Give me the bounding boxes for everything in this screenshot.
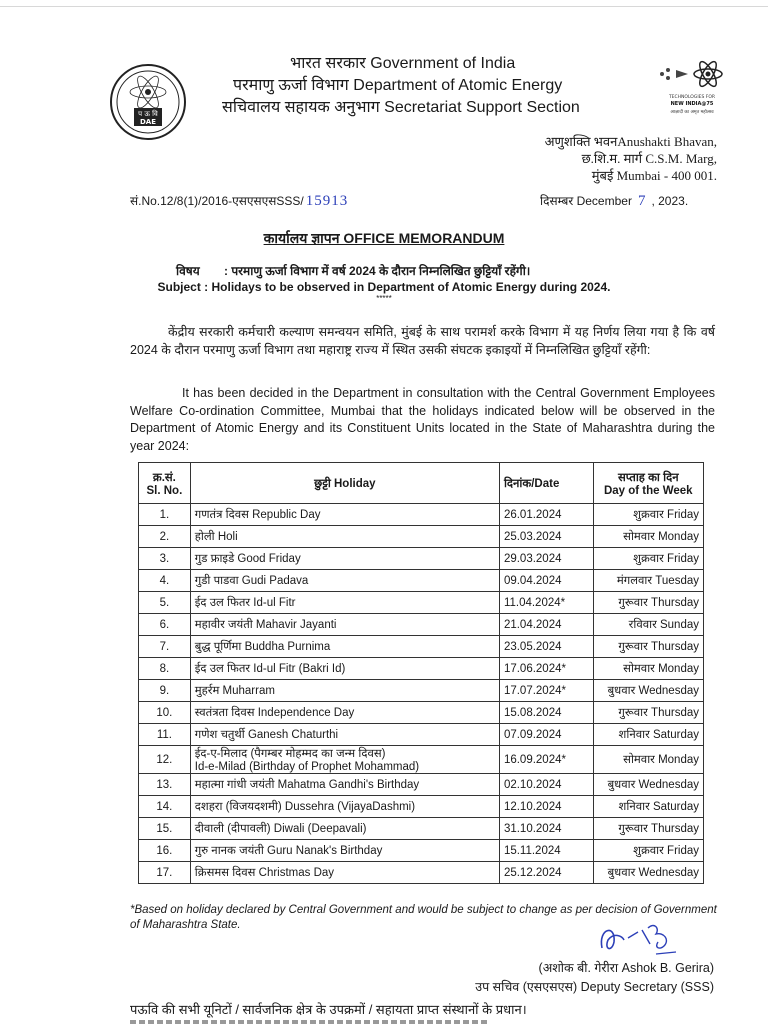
cell-day: शुक्रवार Friday [593, 840, 703, 862]
subject-separator: ***** [376, 294, 392, 303]
address-block [517, 133, 717, 184]
cell-day: रविवार Sunday [593, 614, 703, 636]
tagline-line3: आज़ादी का अमृत महोत्सव [670, 110, 714, 115]
cell-day: बुधवार Wednesday [593, 680, 703, 702]
cell-sl-no: 16. [139, 840, 191, 862]
cell-holiday: ईद उल फितर Id-ul Fitr [190, 592, 499, 614]
cell-sl-no: 15. [139, 818, 191, 840]
cell-sl-no: 7. [139, 636, 191, 658]
cell-sl-no: 13. [139, 774, 191, 796]
cell-holiday: महात्मा गांधी जयंती Mahatma Gandhi's Birthday [190, 774, 499, 796]
cell-holiday: होली Holi [190, 526, 499, 548]
table-row [139, 724, 704, 746]
table-row [139, 774, 704, 796]
cell-day: गुरूवार Thursday [593, 592, 703, 614]
cell-sl-no: 10. [139, 702, 191, 724]
cell-day: मंगलवार Tuesday [593, 570, 703, 592]
header-day-english: Day of the Week [603, 484, 693, 497]
cell-sl-no: 17. [139, 862, 191, 884]
cell-holiday: गणतंत्र दिवस Republic Day [190, 504, 499, 526]
header-line-department: परमाणु ऊर्जा विभाग Department of Atomic Energy [233, 77, 563, 94]
cell-day: शुक्रवार Friday [593, 504, 703, 526]
cell-sl-no: 9. [139, 680, 191, 702]
header-day-hindi: सप्ताह का दिन [617, 471, 679, 484]
header-sl-no-hindi: क्र.सं. [152, 471, 176, 484]
table-row [139, 680, 704, 702]
header-holiday: छुट्टी Holiday [190, 463, 499, 504]
table-row [139, 548, 704, 570]
paragraph-english: It has been decided in the Department in consultation with the Central Government Employees Welfare Co-ordination Committee, Mumbai that the holidays indicated below will be observed in the Department of Atomic Energy and its Constituent Units located in the State of Maharashtra during the year 2024: [130, 386, 715, 453]
cell-day: सोमवार Monday [593, 658, 703, 680]
subject-hindi-label: विषय [176, 264, 200, 278]
date-day: 7 [637, 193, 646, 209]
date-month: दिसम्बर December [540, 194, 632, 208]
reference-handwritten-number: 15913 [305, 193, 349, 209]
cell-sl-no: 3. [139, 548, 191, 570]
new-india-75-logo-icon [650, 58, 730, 122]
cell-day: गुरूवार Thursday [593, 702, 703, 724]
cell-holiday: दीवाली (दीपावली) Diwali (Deepavali) [190, 818, 499, 840]
cell-date: 17.06.2024* [499, 658, 593, 680]
reference-prefix: सं.No.12/8(1)/2016-एसएसएसSSS/ [130, 194, 304, 208]
tagline-line2: NEW INDIA@75 [670, 101, 714, 107]
cell-sl-no: 12. [139, 746, 191, 774]
tagline-line1: TECHNOLOGIES FOR [668, 95, 716, 100]
table-row [139, 636, 704, 658]
cutoff-text-line [130, 1020, 490, 1024]
cell-holiday: महावीर जयंती Mahavir Jayanti [190, 614, 499, 636]
cell-date: 25.03.2024 [499, 526, 593, 548]
table-row [139, 658, 704, 680]
subject-hindi-text: : परमाणु ऊर्जा विभाग में वर्ष 2024 के दौरान निम्नलिखित छुट्टियाँ रहेंगी। [224, 264, 531, 278]
address-line1: अणुशक्ति भवनAnushakti Bhavan, [544, 134, 717, 149]
cell-date: 23.05.2024 [499, 636, 593, 658]
date-year: , 2023. [651, 194, 689, 208]
table-row [139, 796, 704, 818]
cell-holiday: ईद उल फितर Id-ul Fitr (Bakri Id) [190, 658, 499, 680]
cell-holiday: बुद्ध पूर्णिमा Buddha Purnima [190, 636, 499, 658]
table-row [139, 526, 704, 548]
paragraph-hindi: केंद्रीय सरकारी कर्मचारी कल्याण समन्वयन समिति, मुंबई के साथ परामर्श करके विभाग में यह निर्णय लिया गया है कि वर्ष 2024 के दौरान परमाणु ऊर्जा विभाग तथा महाराष्ट्र राज्य में स्थित उसकी संघटक इकाइयों में निम्नलिखित छुट्टियाँ रहेंगी: [130, 325, 715, 357]
memo-date [540, 192, 688, 210]
cell-day: बुधवार Wednesday [593, 774, 703, 796]
cell-holiday-line2: Id-e-Milad (Birthday of Prophet Mohammad) [194, 761, 420, 773]
dae-emblem-icon [108, 62, 188, 142]
emblem-text: प ऊ वि [138, 110, 158, 118]
table-row [139, 746, 704, 774]
header-date: दिनांक/Date [499, 463, 593, 504]
cell-date: 15.11.2024 [499, 840, 593, 862]
cell-holiday: गणेश चतुर्थी Ganesh Chaturthi [190, 724, 499, 746]
cell-date: 31.10.2024 [499, 818, 593, 840]
cell-sl-no: 1. [139, 504, 191, 526]
table-row [139, 592, 704, 614]
subject-english: Subject : Holidays to be observed in Department of Atomic Energy during 2024. [157, 280, 611, 294]
cell-sl-no: 14. [139, 796, 191, 818]
reference-number [130, 192, 348, 210]
emblem-abbr: DAE [139, 118, 157, 126]
signatory-name: (अशोक बी. गेरीरा Ashok B. Gerira) [538, 961, 714, 975]
cell-sl-no: 2. [139, 526, 191, 548]
table-row [139, 840, 704, 862]
cell-sl-no: 4. [139, 570, 191, 592]
address-line3: मुंबई Mumbai - 400 001. [591, 168, 717, 183]
table-row [139, 614, 704, 636]
cell-holiday [190, 746, 499, 774]
holiday-table [138, 462, 704, 884]
table-row [139, 702, 704, 724]
cell-holiday: क्रिसमस दिवस Christmas Day [190, 862, 499, 884]
cell-sl-no: 6. [139, 614, 191, 636]
signatory-designation: उप सचिव (एसएसएस) Deputy Secretary (SSS) [475, 980, 714, 994]
header-day [593, 463, 703, 504]
header-line-government: भारत सरकार Government of India [290, 55, 516, 72]
cell-holiday: स्वतंत्रता दिवस Independence Day [190, 702, 499, 724]
cell-date: 21.04.2024 [499, 614, 593, 636]
cell-date: 02.10.2024 [499, 774, 593, 796]
cell-date: 07.09.2024 [499, 724, 593, 746]
table-header-row [139, 463, 704, 504]
cell-holiday: दशहरा (विजयदशमी) Dussehra (VijayaDashmi) [190, 796, 499, 818]
cell-holiday: गुड फ्राइडे Good Friday [190, 548, 499, 570]
distribution-line: पऊवि की सभी यूनिटों / सार्वजनिक क्षेत्र के उपक्रमों / सहायता प्राप्त संस्थानों के प्रधान। [130, 1002, 527, 1017]
header-line-section: सचिवालय सहायक अनुभाग Secretariat Support Section [222, 99, 580, 116]
cell-day: सोमवार Monday [593, 526, 703, 548]
cell-date: 29.03.2024 [499, 548, 593, 570]
header-sl-no [139, 463, 191, 504]
cell-date: 15.08.2024 [499, 702, 593, 724]
cell-holiday: गुरु नानक जयंती Guru Nanak's Birthday [190, 840, 499, 862]
cell-day: सोमवार Monday [593, 746, 703, 774]
cell-sl-no: 11. [139, 724, 191, 746]
holiday-table-body [139, 504, 704, 884]
header-sl-no-english: Sl. No. [146, 484, 183, 497]
table-row [139, 504, 704, 526]
cell-day: गुरूवार Thursday [593, 818, 703, 840]
cell-date: 12.10.2024 [499, 796, 593, 818]
table-row [139, 862, 704, 884]
cell-day: गुरूवार Thursday [593, 636, 703, 658]
cell-sl-no: 5. [139, 592, 191, 614]
cell-holiday-line1: ईद-ए-मिलाद (पैगम्बर मोहम्मद का जन्म दिवस) [194, 748, 386, 760]
cell-date: 25.12.2024 [499, 862, 593, 884]
table-row [139, 818, 704, 840]
cell-holiday: मुहर्रम Muharram [190, 680, 499, 702]
cell-date: 09.04.2024 [499, 570, 593, 592]
cell-holiday: गुडी पाडवा Gudi Padava [190, 570, 499, 592]
cell-sl-no: 8. [139, 658, 191, 680]
cell-day: शनिवार Saturday [593, 724, 703, 746]
cell-date: 17.07.2024* [499, 680, 593, 702]
cell-date: 16.09.2024* [499, 746, 593, 774]
memo-title: कार्यालय ज्ञापन OFFICE MEMORANDUM [263, 230, 505, 246]
address-line2: छ.शि.म. मार्ग C.S.M. Marg, [581, 151, 717, 166]
cell-day: शनिवार Saturday [593, 796, 703, 818]
page-top-border [0, 6, 768, 7]
subject-hindi [176, 262, 530, 279]
handwritten-signature [594, 918, 684, 960]
cell-date: 11.04.2024* [499, 592, 593, 614]
cell-day: शुक्रवार Friday [593, 548, 703, 570]
table-row [139, 570, 704, 592]
cell-date: 26.01.2024 [499, 504, 593, 526]
cell-day: बुधवार Wednesday [593, 862, 703, 884]
footnote: *Based on holiday declared by Central Government and would be subject to change as per decision of Government of Maharashtra State. [130, 904, 717, 931]
